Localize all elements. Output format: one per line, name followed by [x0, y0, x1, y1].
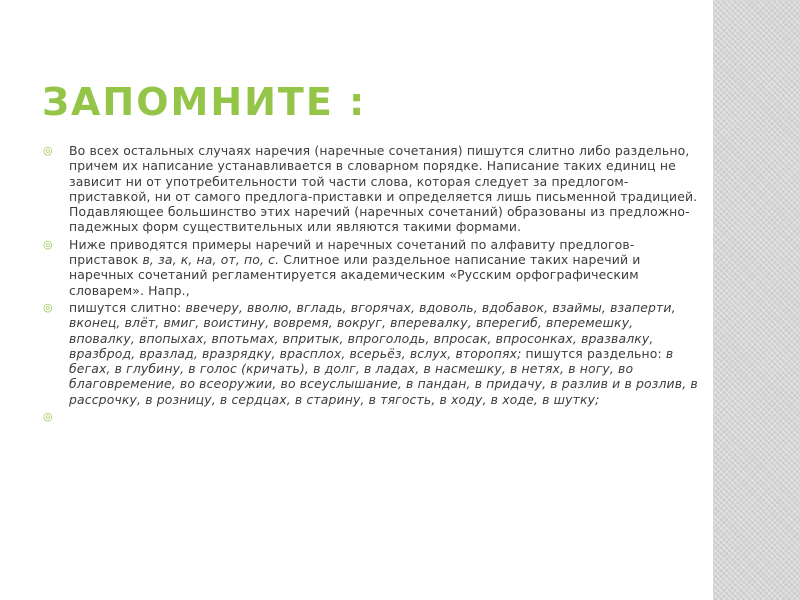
paragraph-text: пишутся раздельно: — [521, 345, 666, 361]
paragraph-text: Ниже приводятся примеры наречий и наречных сочетаний по алфавиту предлогов-приставок — [69, 236, 635, 268]
paragraph-text: Во всех остальных случаях наречия (наречные сочетания) пишутся слитно либо раздельно, причем их написание устанавливается в словарном порядке. Написание таких единиц не зависит ни от употребительности той части слова, которая следует за предлогом-приставкой, ни от самого предлога-приставки и определяется лишь письменной традицией. Подавляющее большинство этих наречий (наречных сочетаний) образованы из предложно-падежных форм существительных или являются такими формами. — [69, 143, 698, 235]
paragraph-text: Слитное или раздельное написание таких наречий и наречных сочетаний регламентируется академическим «Русским орфографическим словарем». Напр., — [69, 252, 641, 298]
ring-bullet-icon: ◎ — [43, 410, 53, 424]
ring-bullet-icon: ◎ — [43, 237, 53, 251]
slide-body-list — [42, 143, 702, 427]
ring-bullet-icon: ◎ — [43, 144, 53, 157]
list-item — [42, 143, 702, 235]
list-item — [42, 300, 702, 407]
list-item-empty — [42, 409, 702, 425]
slide-title: ЗАПОМНИТЕ : — [42, 80, 367, 124]
paragraph-italic-text: в бегах, в глубину, в голос (кричать), в долг, в ладах, в насмешку, в нетях, в ногу, во благовремение, во всеоружии, во всеуслышание, в пандан, в придачу, в разлив и в розлив, в рассрочку, в розницу, в сердцах, в старину, в тягость, в ходу, в ходе, в шутку; — [69, 345, 698, 407]
decorative-side-stripe — [713, 0, 800, 600]
paragraph-text: пишутся слитно: — [69, 299, 186, 315]
ring-bullet-icon: ◎ — [43, 300, 53, 314]
list-item — [42, 237, 702, 298]
paragraph-italic-text: ввечеру, вволю, вгладь, вгорячах, вдоволь, вдобавок, взаймы, взаперти, вконец, влёт, вмиг, воистину, вовремя, вокруг, вперевалку, вперегиб, вперемешку, вповалку, впопыхах, впотьмах, впритык, впроголодь, впросак, впросонках, вразвалку, вразброд, вразлад, вразрядку, врасплох, всерьёз, вслух, второпях; — [69, 299, 676, 361]
paragraph-italic-text: в, за, к, на, от, по, с. — [142, 252, 280, 268]
